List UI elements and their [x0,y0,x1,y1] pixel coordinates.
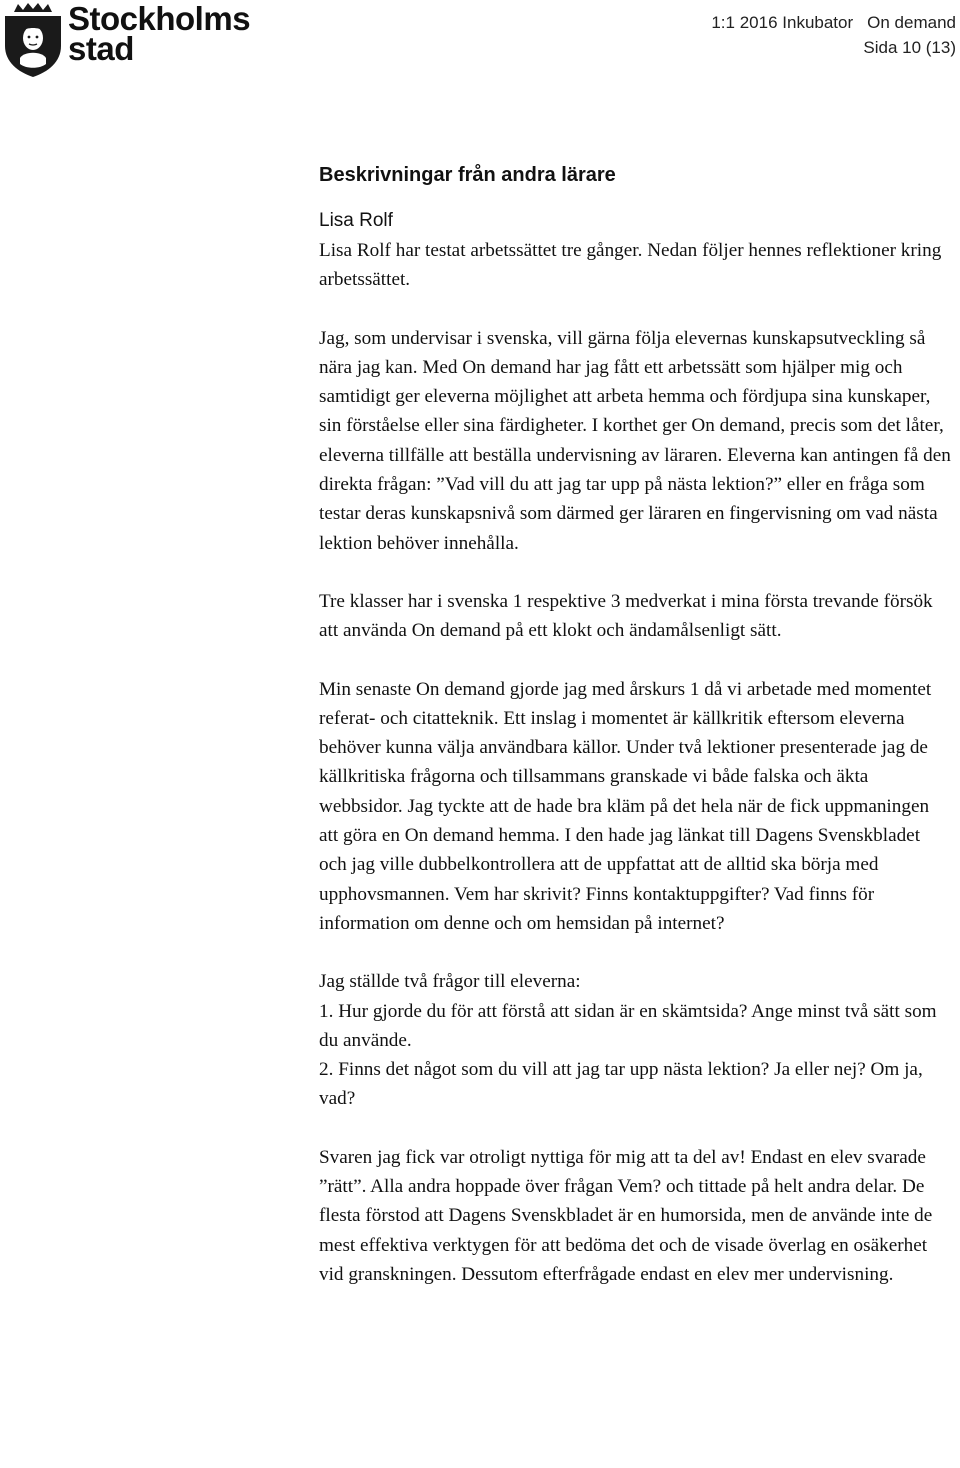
section-heading: Beskrivningar från andra lärare [319,164,616,186]
logo-text-line2: stad [68,30,134,67]
document-title-line [711,10,956,35]
question-1: 1. Hur gjorde du för att förstå att sidan är en skämtsida? Ange minst två sätt som du använde. [319,1000,937,1051]
paragraph-2: Tre klasser har i svenska 1 respektive 3 medverkat i mina första trevande försök att använda On demand på ett klokt och ändamålsenligt sätt. [319,590,933,642]
document-header [711,10,956,60]
questions-intro: Jag ställde två frågor till eleverna: [319,971,581,993]
document-body [319,160,951,1318]
document-subtitle: On demand [867,13,956,32]
stockholms-stad-logo [0,0,251,80]
document-title: Inkubator [782,13,854,32]
intro-paragraph: Lisa Rolf har testat arbetssättet tre gånger. Nedan följer hennes reflektioner kring arbetssättet. [319,240,942,291]
logo-text-line1: Stockholms [68,0,251,37]
document-code: 1:1 2016 [711,13,778,32]
crown-shield-icon [2,2,64,78]
paragraph-1: Jag, som undervisar i svenska, vill gärna följa elevernas kunskapsutveckling så nära jag kan. Med On demand har jag fått ett arbetssätt som hjälper mig och samtidigt ger eleverna möjlighet att arbeta hemma och fördjupa sina kunskaper, sin förståelse eller sina färdigheter. I korthet ger On demand, precis som det låter, eleverna tillfälle att beställa undervisning av läraren. Eleverna kan antingen få den direkta frågan: ”Vad vill du att jag tar upp på nästa lektion?” eller en fråga som testar deras kunskapsnivå som därmed ger läraren en fingervisning om vad nästa lektion behöver innehålla. [319,327,951,554]
logo-wordmark [68,0,251,67]
closing-paragraph: Svaren jag fick var otroligt nyttiga för mig att ta del av! Endast en elev svarade ”rätt”. Alla andra hoppade över frågan Vem? och tittade på helt andra delar. De flesta förstod att Dagens Svenskbladet är en humorsida, men de använde inte de mest effektiva verktygen för att bedöma det och de visade överlag en osäkerhet vid granskningen. Dessutom efterfrågade endast en elev mer undervisning. [319,1146,933,1285]
page-number: Sida 10 (13) [863,38,956,57]
author-name: Lisa Rolf [319,210,393,231]
paragraph-3: Min senaste On demand gjorde jag med årskurs 1 då vi arbetade med momentet referat- och citatteknik. Ett inslag i momentet är källkritik eftersom eleverna behöver kunna välja användbara källor. Under två lektioner presenterade jag de källkritiska frågorna och tillsammans granskade vi både falska och äkta webbsidor. Jag tyckte att de hade bra kläm på det hela när de fick uppmaningen att göra en On demand hemma. I den hade jag länkat till Dagens Svenskbladet och jag ville dubbelkontrollera att de uppfattat att de alltid ska börja med upphovsmannen. Vem har skrivit? Finns kontaktuppgifter? Vad finns för information om denne och om hemsidan på internet? [319,678,932,934]
question-2: 2. Finns det något som du vill att jag tar upp nästa lektion? Ja eller nej? Om ja, vad? [319,1059,923,1110]
